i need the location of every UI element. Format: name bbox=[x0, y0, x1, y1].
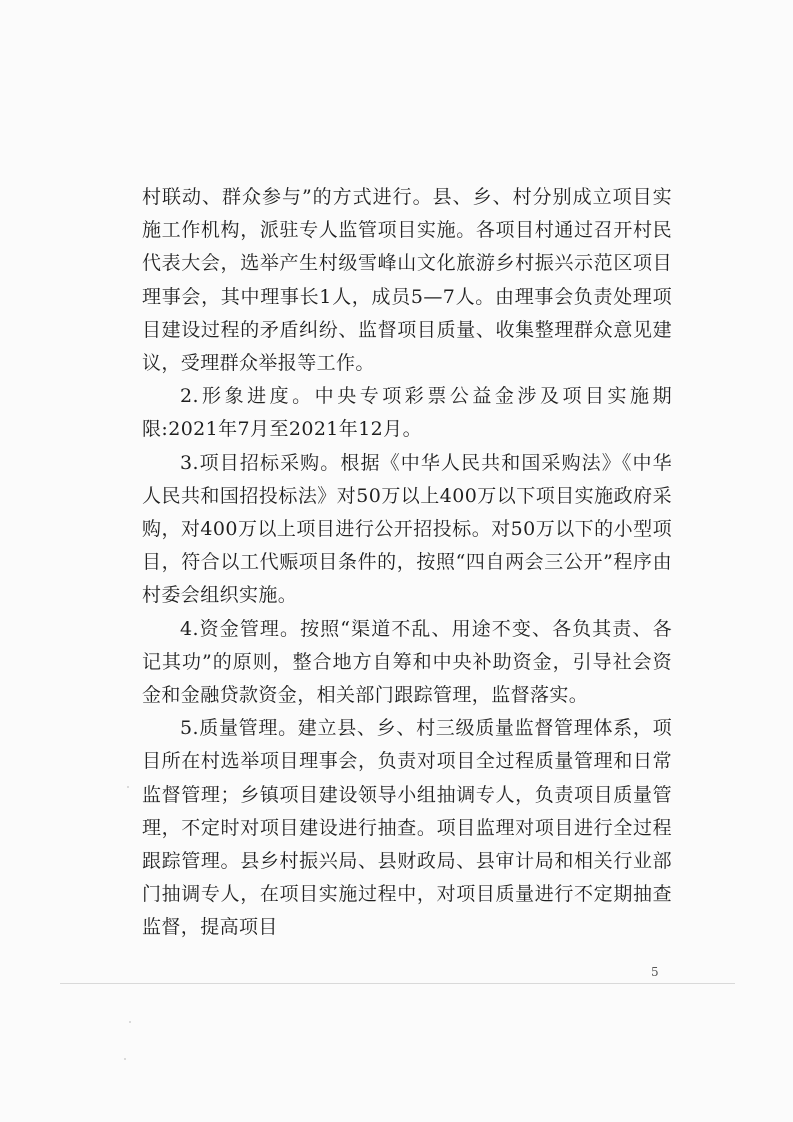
scan-speck bbox=[127, 786, 129, 788]
paragraph-fund-management: 4.资金管理。按照“渠道不乱、用途不变、各负其责、各记其功”的原则，整合地方自筹和中央补助资金，引导社会资金和金融贷款资金，相关部门跟踪管理，监督落实。 bbox=[142, 617, 672, 707]
footer-divider bbox=[60, 983, 735, 984]
page-number: 5 bbox=[651, 965, 659, 979]
paragraph-implementation-mechanism: 村联动、群众参与”的方式进行。县、乡、村分别成立项目实施工作机构，派驻专人监管项目实施。各项目村通过召开村民代表大会，选举产生村级雪峰山文化旅游乡村振兴示范区项目理事会，其中理事长1人，成员5—7人。由理事会负责处理项目建设过程的矛盾纠纷、监督项目质量、收集整理群众意见建议，受理群众举报等工作。 bbox=[142, 186, 672, 375]
scan-speck bbox=[129, 1021, 131, 1023]
document-body bbox=[142, 181, 672, 945]
paragraph-progress: 2.形象进度。中央专项彩票公益金涉及项目实施期限:2021年7月至2021年12月。 bbox=[142, 385, 672, 441]
paragraph-procurement: 3.项目招标采购。根据《中华人民共和国采购法》《中华人民共和国招投标法》对50万以上400万以下项目实施政府采购，对400万以上项目进行公开招投标。对50万以下的小型项目，符合以工代赈项目条件的，按照“四自两会三公开”程序由村委会组织实施。 bbox=[142, 451, 672, 607]
scan-speck bbox=[124, 1058, 126, 1060]
paragraph-quality-management: 5.质量管理。建立县、乡、村三级质量监督管理体系，项目所在村选举项目理事会，负责对项目全过程质量管理和日常监督管理；乡镇项目建设领导小组抽调专人，负责项目质量管理，不定时对项目建设进行抽查。项目监理对项目进行全过程跟踪管理。县乡村振兴局、县财政局、县审计局和相关行业部门抽调专人，在项目实施过程中，对项目质量进行不定期抽查监督，提高项目 bbox=[142, 717, 672, 939]
